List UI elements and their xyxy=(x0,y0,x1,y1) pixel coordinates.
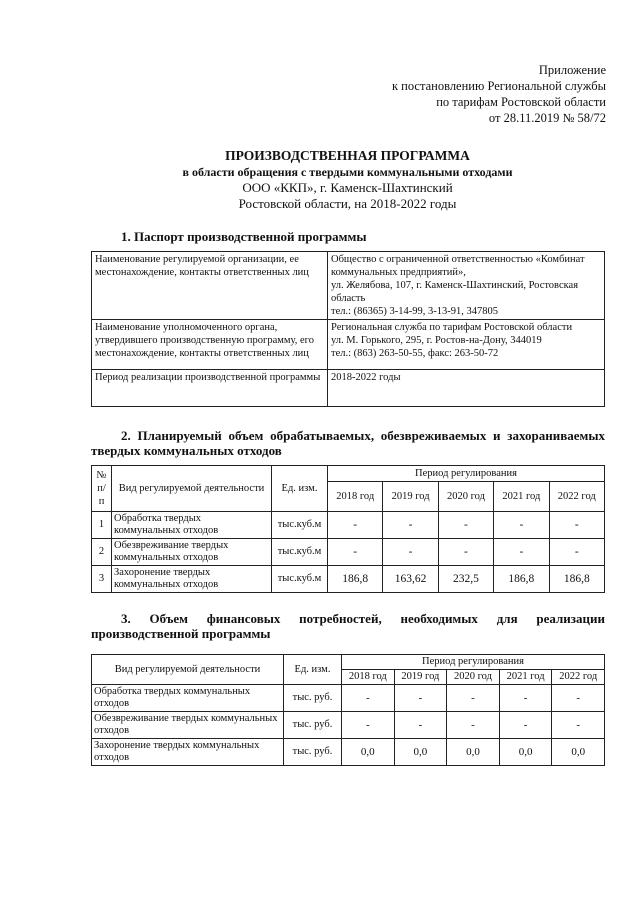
row-activity: Обезвреживание твердых коммунальных отходов xyxy=(112,539,272,566)
finance-table xyxy=(91,654,605,766)
passport-value: Общество с ограниченной ответственностью «Комбинат коммунальных предприятий», ул. Желябова, 107, г. Каменск-Шахтинский, Ростовская область тел.: (86365) 3-14-99, 3-13-91, 347805 xyxy=(328,252,605,320)
row-value: - xyxy=(494,539,549,566)
row-value: - xyxy=(438,539,493,566)
row-unit: тыс. руб. xyxy=(284,739,342,766)
row-value: - xyxy=(394,685,447,712)
col-header-period: Период регулирования xyxy=(342,655,605,670)
passport-value: Региональная служба по тарифам Ростовской области ул. М. Горького, 295, г. Ростов-на-Дону, 344019 тел.: (863) 263-50-55, факс: 263-50-72 xyxy=(328,320,605,370)
row-value: - xyxy=(447,712,500,739)
row-value: - xyxy=(383,539,438,566)
row-value: - xyxy=(394,712,447,739)
row-value: 232,5 xyxy=(438,566,493,593)
col-header-unit: Ед. изм. xyxy=(272,466,328,512)
col-header-activity: Вид регулируемой деятельности xyxy=(92,655,284,685)
row-unit: тыс.куб.м xyxy=(272,512,328,539)
passport-key: Наименование регулируемой организации, ее местонахождение, контакты ответственных лиц xyxy=(92,252,328,320)
row-activity: Захоронение твердых коммунальных отходов xyxy=(92,739,284,766)
row-value: - xyxy=(328,539,383,566)
appendix-date: от 28.11.2019 № 58/72 xyxy=(488,111,606,125)
row-number: 2 xyxy=(92,539,112,566)
table-row xyxy=(92,539,605,566)
section1-heading: 1. Паспорт производственной программы xyxy=(121,229,367,244)
col-header-year: 2019 год xyxy=(383,482,438,512)
document-title xyxy=(60,148,635,212)
row-value: 163,62 xyxy=(383,566,438,593)
row-value: - xyxy=(328,512,383,539)
title-period: Ростовской области, на 2018-2022 годы xyxy=(238,196,457,211)
row-unit: тыс. руб. xyxy=(284,712,342,739)
col-header-year: 2019 год xyxy=(394,670,447,685)
row-value: - xyxy=(342,712,395,739)
row-value: - xyxy=(494,512,549,539)
row-value: - xyxy=(552,712,605,739)
table-row xyxy=(92,252,605,320)
section3-heading: 3. Объем финансовых потребностей, необходимых для реализации xyxy=(121,611,605,626)
col-header-year: 2020 год xyxy=(447,670,500,685)
row-value: - xyxy=(549,539,604,566)
section2-heading: 2. Планируемый объем обрабатываемых, обезвреживаемых и захораниваемых xyxy=(121,428,605,443)
row-value: - xyxy=(552,685,605,712)
col-header-period: Период регулирования xyxy=(328,466,605,482)
table-row xyxy=(92,566,605,593)
passport-key: Наименование уполномоченного органа, утвердившего производственную программу, его местонахождение, контакты ответственных лиц xyxy=(92,320,328,370)
row-value: 186,8 xyxy=(549,566,604,593)
passport-value: 2018-2022 годы xyxy=(328,370,605,407)
appendix-line: Приложение xyxy=(538,63,606,77)
table-row xyxy=(92,370,605,407)
passport-key: Период реализации производственной программы xyxy=(92,370,328,407)
table-header-row xyxy=(92,655,605,670)
row-number: 1 xyxy=(92,512,112,539)
table-row xyxy=(92,739,605,766)
row-activity: Захоронение твердых коммунальных отходов xyxy=(112,566,272,593)
row-value: 0,0 xyxy=(447,739,500,766)
row-value: 0,0 xyxy=(342,739,395,766)
table-row xyxy=(92,685,605,712)
row-value: - xyxy=(499,685,552,712)
row-value: 186,8 xyxy=(494,566,549,593)
volume-table xyxy=(91,465,605,593)
row-value: - xyxy=(549,512,604,539)
col-header-year: 2022 год xyxy=(549,482,604,512)
col-header-year: 2022 год xyxy=(552,670,605,685)
row-value: 186,8 xyxy=(328,566,383,593)
title-main: ПРОИЗВОДСТВЕННАЯ ПРОГРАММА xyxy=(225,148,470,163)
row-value: 0,0 xyxy=(394,739,447,766)
table-row xyxy=(92,512,605,539)
row-value: - xyxy=(499,712,552,739)
row-activity: Обезвреживание твердых коммунальных отходов xyxy=(92,712,284,739)
row-value: 0,0 xyxy=(499,739,552,766)
col-header-year: 2020 год xyxy=(438,482,493,512)
col-header-unit: Ед. изм. xyxy=(284,655,342,685)
col-header-year: 2018 год xyxy=(328,482,383,512)
row-value: - xyxy=(447,685,500,712)
row-unit: тыс.куб.м xyxy=(272,539,328,566)
table-row xyxy=(92,712,605,739)
appendix-line: к постановлению Региональной службы xyxy=(391,79,606,93)
title-subject: в области обращения с твердыми коммунальными отходами xyxy=(182,165,513,179)
row-unit: тыс.куб.м xyxy=(272,566,328,593)
col-header-year: 2021 год xyxy=(494,482,549,512)
col-header-year: 2018 год xyxy=(342,670,395,685)
title-organization: ООО «ККП», г. Каменск-Шахтинский xyxy=(242,180,453,195)
row-value: - xyxy=(438,512,493,539)
appendix-line: по тарифам Ростовской области xyxy=(436,95,606,109)
row-activity: Обработка твердых коммунальных отходов xyxy=(112,512,272,539)
passport-table xyxy=(91,251,605,407)
section3-heading-cont: производственной программы xyxy=(91,626,271,641)
row-number: 3 xyxy=(92,566,112,593)
appendix-note xyxy=(306,62,606,126)
col-header-year: 2021 год xyxy=(499,670,552,685)
col-header-no: № п/ п xyxy=(92,466,112,512)
table-header-row xyxy=(92,466,605,482)
col-header-activity: Вид регулируемой деятельности xyxy=(112,466,272,512)
table-row xyxy=(92,320,605,370)
row-activity: Обработка твердых коммунальных отходов xyxy=(92,685,284,712)
row-value: 0,0 xyxy=(552,739,605,766)
section2-heading-cont: твердых коммунальных отходов xyxy=(91,443,282,458)
row-unit: тыс. руб. xyxy=(284,685,342,712)
row-value: - xyxy=(383,512,438,539)
row-value: - xyxy=(342,685,395,712)
